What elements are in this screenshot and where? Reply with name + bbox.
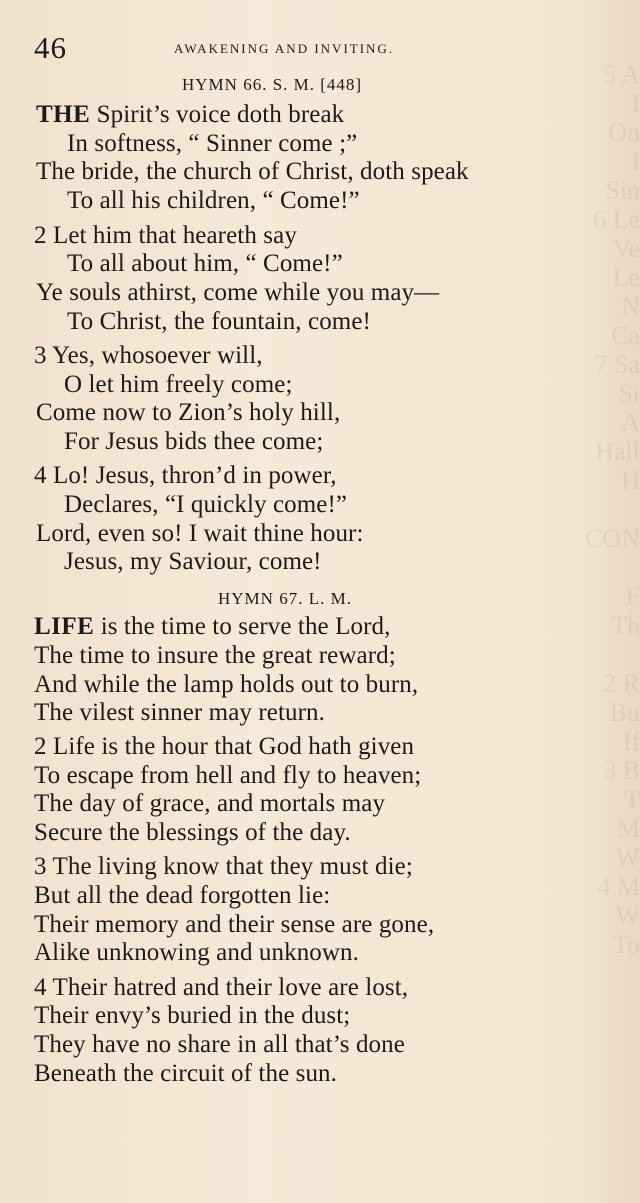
hymn-67-stanza-3-line-4: Alike unknowing and unknown. (34, 939, 359, 966)
hymn-67-stanza-4-line-1: 4 Their hatred and their love are lost, (34, 974, 409, 1001)
hymn-67-stanza-4-line-4: Beneath the circuit of the sun. (34, 1060, 338, 1087)
hymn-66-stanza-4-line-2: Declares, “I quickly come!” (64, 491, 348, 518)
line-text: Spirit’s voice doth break (90, 101, 345, 128)
hymn-67-stanza-2-line-4: Secure the blessings of the day. (34, 819, 351, 846)
hymn-66-stanza-2-line-4: To Christ, the fountain, come! (67, 308, 371, 335)
hymn-67-stanza-4-line-2: Their envy’s buried in the dust; (34, 1002, 351, 1029)
drop-word-life: LIFE (34, 613, 95, 640)
hymn-67-stanza-1-line-4: The vilest sinner may return. (34, 699, 326, 726)
hymn-66-stanza-3-line-4: For Jesus bids thee come; (64, 428, 324, 455)
hymn-66-stanza-2-line-1: 2 Let him that heareth say (34, 222, 297, 249)
hymn-66-stanza-3-line-1: 3 Yes, whosoever will, (34, 342, 263, 369)
hymn-67-stanza-2-line-3: The day of grace, and mortals may (34, 790, 386, 817)
hymn-67-stanza-2-line-2: To escape from hell and fly to heaven; (34, 762, 422, 789)
hymn-67-stanza-1-line-2: The time to insure the great reward; (34, 642, 396, 669)
line-text: is the time to serve the Lord, (94, 613, 391, 640)
hymn-66-stanza-4-line-3: Lord, even so! I wait thine hour: (36, 520, 364, 547)
hymn-66-stanza-3-line-2: O let him freely come; (64, 371, 293, 398)
hymn-66-stanza-4-line-4: Jesus, my Saviour, come! (64, 548, 322, 575)
hymn-67-stanza-3-line-2: But all the dead forgotten lie: (34, 882, 331, 909)
hymn-66-stanza-1-line-1 (36, 101, 344, 129)
page-number: 46 (34, 30, 67, 65)
hymn-67-stanza-3-line-1: 3 The living know that they must die; (34, 853, 413, 880)
hymn-67-stanza-4-line-3: They have no share in all that’s done (34, 1031, 405, 1058)
hymn-66-heading: HYMN 66. S. M. [448] (182, 75, 363, 94)
show-through-from-facing-page: 5 A I On I Sin 6 Le Ve Le N Ca 7 Sa Si A Hall H CON F Th 2 R Bu If 3 B T M W 4 M W To (585, 60, 640, 959)
hymn-66-stanza-1-line-4: To all his children, “ Come!” (67, 187, 360, 214)
drop-word-the: THE (36, 101, 91, 128)
hymn-66-stanza-2-line-3: Ye souls athirst, come while you may— (36, 279, 440, 306)
hymn-66-stanza-1-line-3: The bride, the church of Christ, doth speak (36, 158, 469, 185)
hymn-66-stanza-4-line-1: 4 Lo! Jesus, thron’d in power, (34, 462, 337, 489)
hymn-67-stanza-2-line-1: 2 Life is the hour that God hath given (34, 733, 415, 760)
hymn-67-stanza-1-line-1 (34, 613, 390, 641)
running-head: AWAKENING AND INVITING. (174, 41, 395, 56)
hymn-66-stanza-2-line-2: To all about him, “ Come!” (67, 250, 343, 277)
hymn-67-stanza-1-line-3: And while the lamp holds out to burn, (34, 671, 419, 698)
hymn-66-stanza-3-line-3: Come now to Zion’s holy hill, (36, 399, 341, 426)
hymn-66-stanza-1-line-2: In softness, “ Sinner come ;” (67, 130, 358, 157)
hymn-67-heading: HYMN 67. L. M. (218, 589, 352, 608)
hymn-67-stanza-3-line-3: Their memory and their sense are gone, (34, 911, 435, 938)
